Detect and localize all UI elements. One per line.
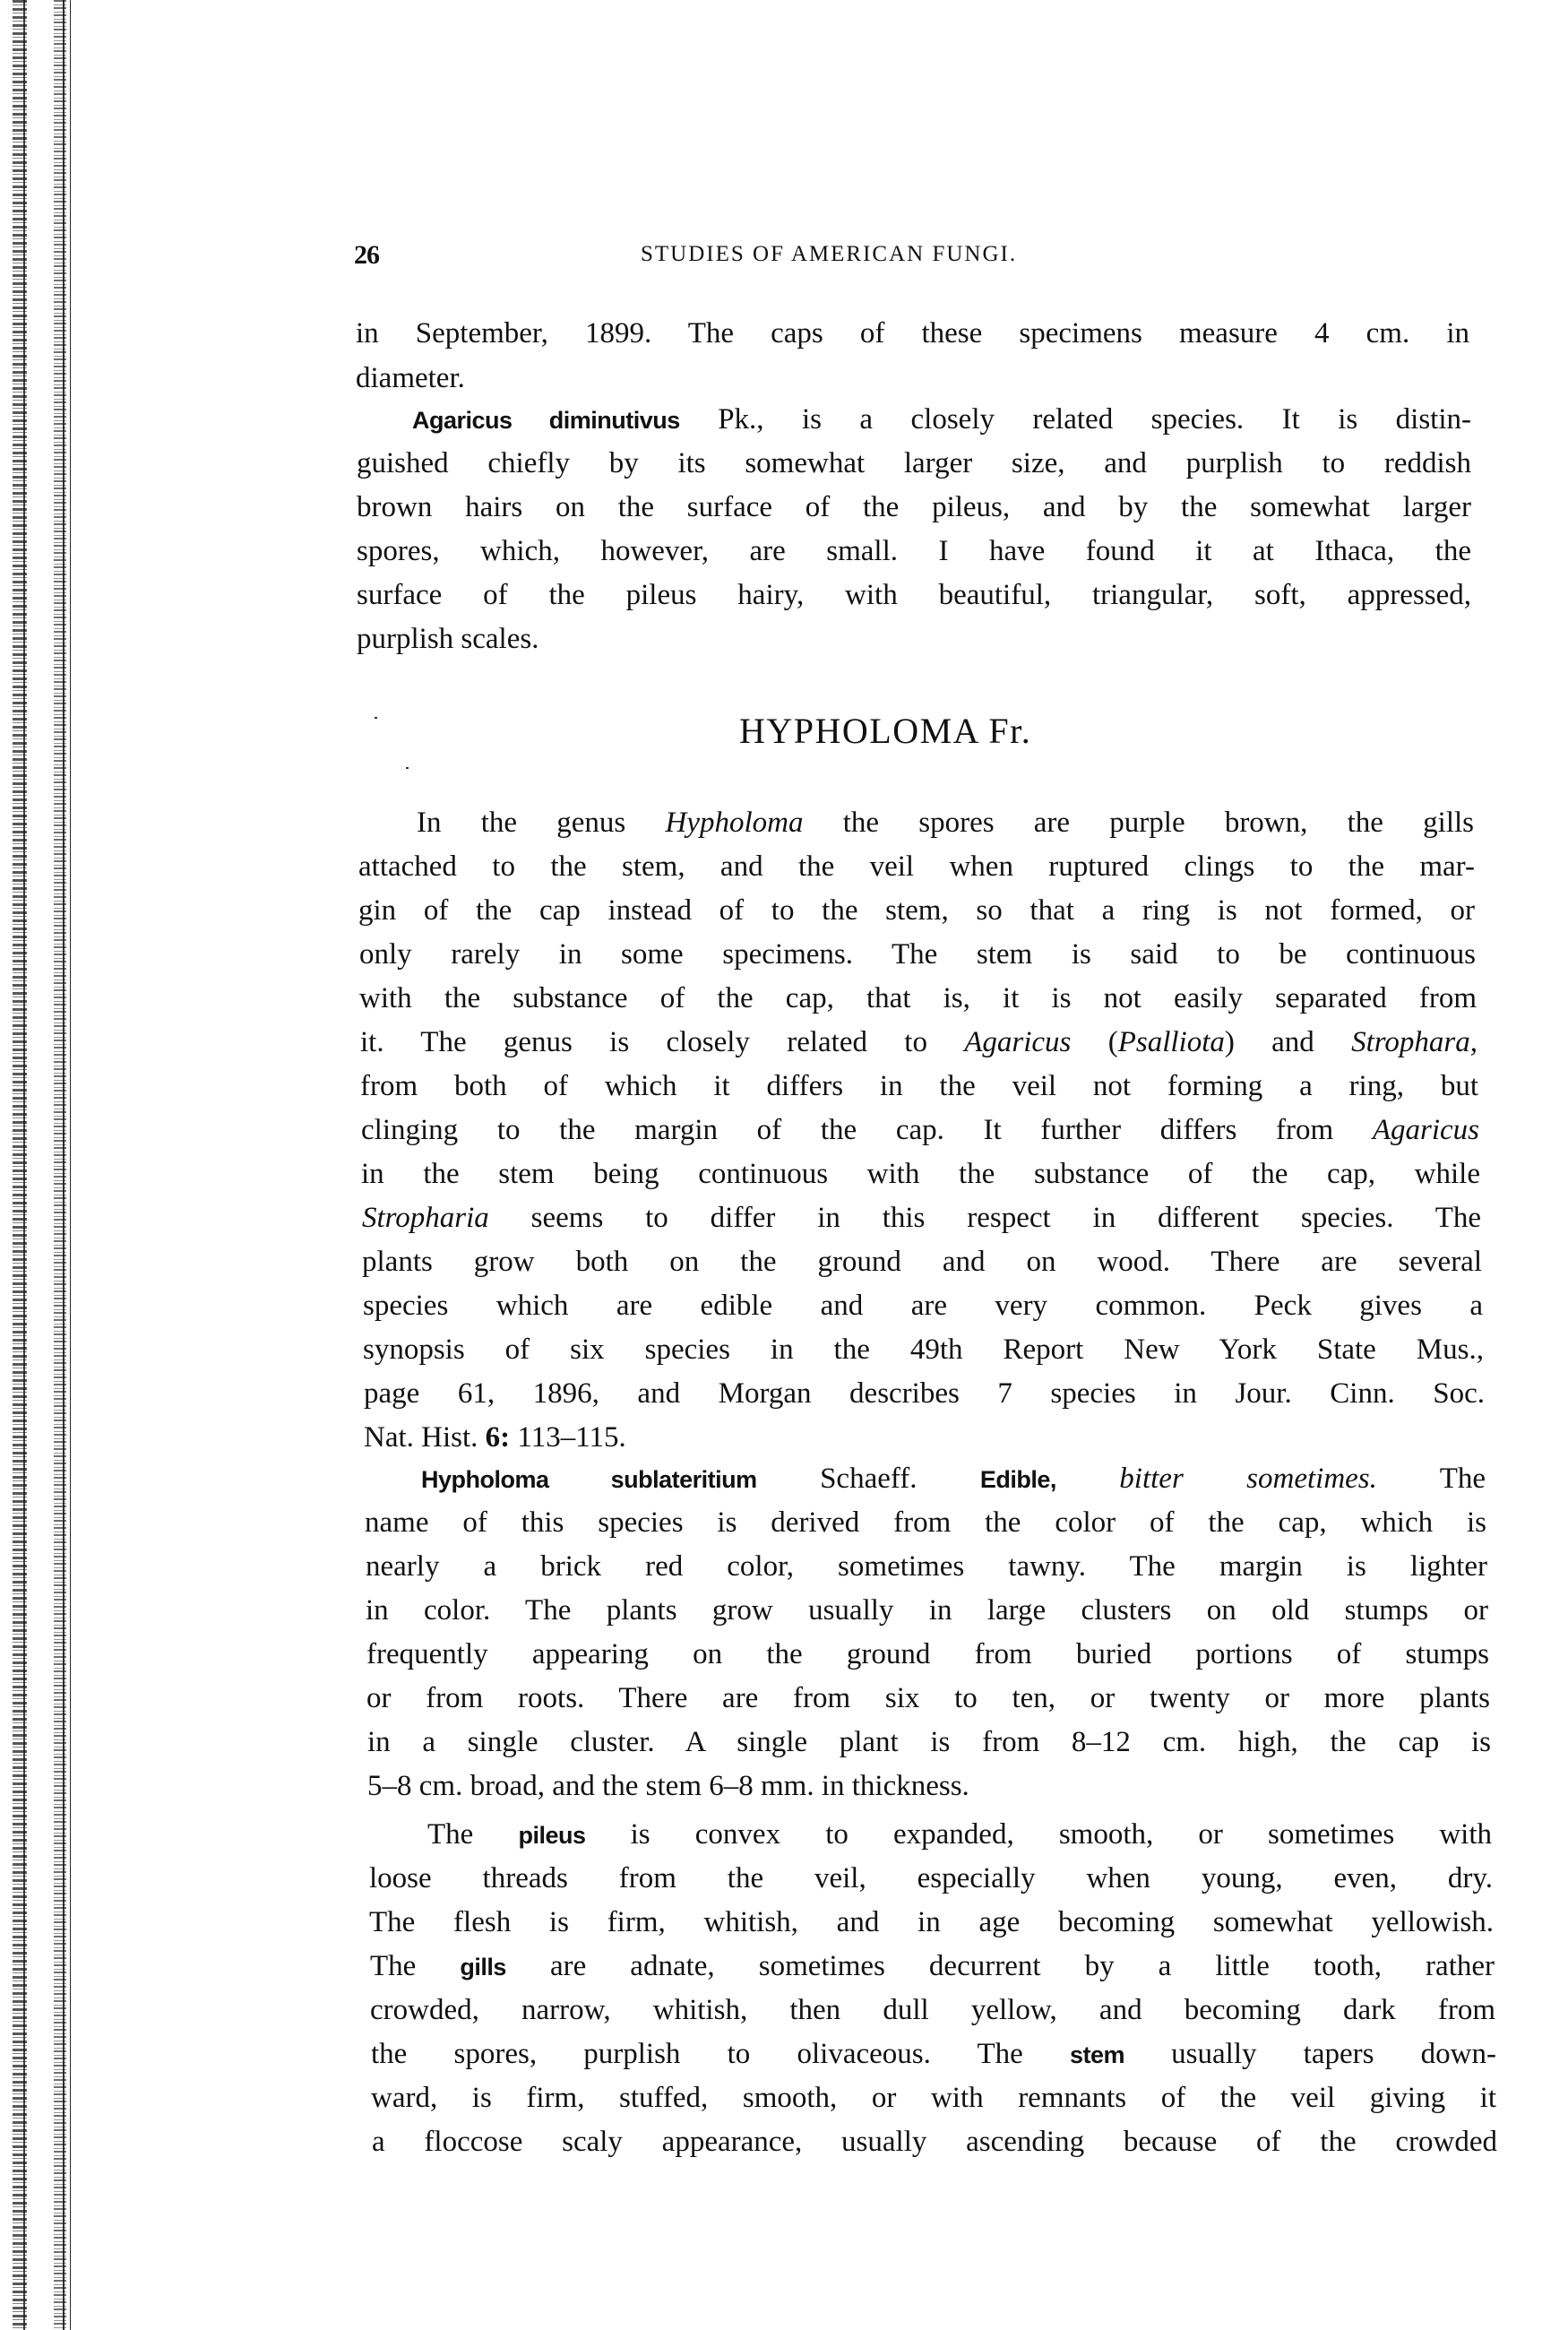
text-line [371, 2036, 1496, 2073]
text-run: spores, which, however, are small. I have found it at Ithaca, the [357, 535, 1471, 567]
text-run: The [427, 1818, 519, 1851]
page-number: 26 [354, 240, 379, 270]
text-run: In the genus [417, 807, 666, 839]
text-run: only rarely in some specimens. The stem is said to be continuous [359, 938, 1476, 971]
bold-term: Hypholoma sublateritium [421, 1466, 757, 1493]
text-line [361, 1112, 1479, 1148]
text-run: The flesh is firm, whitish, and in age becoming somewhat yellowish. [369, 1906, 1494, 1938]
text-line [356, 315, 1469, 351]
text-run: seems to differ in this respect in different species. The [488, 1202, 1481, 1234]
text-run: is convex to expanded, smooth, or sometimes with [585, 1818, 1492, 1851]
text-run: The [1376, 1463, 1486, 1495]
bold-term: 6: [485, 1421, 511, 1454]
text-run: attached to the stem, and the veil when ruptured clings to the mar- [358, 850, 1475, 883]
text-run: species which are edible and are very common. Peck gives a [363, 1290, 1483, 1322]
text-line [364, 1376, 1485, 1411]
text-run: in the stem being continuous with the substance of the cap, while [361, 1158, 1480, 1190]
text-line [360, 1068, 1478, 1104]
text-line [371, 2080, 1496, 2116]
italic-term: Psalliota [1117, 1026, 1225, 1058]
text-run: from both of which it differs in the veil not forming a ring, but [360, 1070, 1478, 1102]
text-run: a floccose scaly appearance, usually ascending because of the crowded [372, 2126, 1497, 2158]
text-run: frequently appearing on the ground from buried portions of stumps [366, 1638, 1489, 1670]
text-run [1056, 1463, 1119, 1495]
text-line [363, 1332, 1484, 1368]
text-run: the spores are purple brown, the gills [803, 807, 1475, 839]
text-run: The [370, 1950, 461, 1982]
scan-speck [406, 767, 409, 769]
text-run: name of this species is derived from the color of the cap, which is [365, 1506, 1486, 1539]
text-line [361, 1156, 1480, 1192]
text-run: clinging to the margin of the cap. It further differs from [361, 1114, 1373, 1146]
text-line [370, 1992, 1495, 2028]
text-run: in a single cluster. A single plant is from 8–12 cm. high, the cap is [367, 1726, 1491, 1758]
text-line [357, 445, 1471, 481]
text-run: page 61, 1896, and Morgan describes 7 species in Jour. Cinn. Soc. [364, 1377, 1485, 1410]
text-run: Pk., is a closely related species. It is distin- [679, 403, 1471, 436]
text-line [365, 1505, 1486, 1540]
text-run: with the substance of the cap, that is, it is not easily separated from [359, 982, 1477, 1014]
section-heading: HYPHOLOMA Fr. [739, 711, 1032, 751]
text-line [367, 1768, 1084, 1804]
text-run: Schaeff. [756, 1463, 980, 1495]
text-run: or from roots. There are from six to ten, or twenty or more plants [366, 1682, 1490, 1714]
text-line [364, 1420, 633, 1455]
italic-term: Agaricus [1372, 1114, 1479, 1146]
text-run: plants grow both on the ground and on wood. There are several [362, 1246, 1482, 1278]
text-run: 113–115. [510, 1421, 626, 1454]
text-run: the spores, purplish to olivaceous. The [371, 2038, 1070, 2070]
text-line [367, 1724, 1491, 1760]
text-run: ) and [1224, 1026, 1352, 1058]
text-line [359, 980, 1477, 1016]
text-line [357, 533, 1471, 569]
bold-term: Agaricus diminutivus [412, 407, 680, 434]
bold-term: gills [460, 1954, 506, 1980]
text-run: diameter. [356, 362, 465, 394]
text-line [366, 1680, 1490, 1716]
italic-term: Stropharia [362, 1202, 489, 1234]
bold-term: stem [1069, 2041, 1124, 2068]
text-run: in September, 1899. The caps of these specimens measure 4 cm. in [356, 317, 1469, 350]
text-run: purplish scales. [357, 623, 539, 655]
text-run: in color. The plants grow usually in large clusters on old stumps or [366, 1594, 1488, 1627]
bold-term: pileus [518, 1822, 586, 1849]
text-run: gin of the cap instead of to the stem, so that a ring is not formed, or [358, 894, 1475, 927]
text-line [369, 1860, 1493, 1896]
text-run: 5–8 cm. broad, and the stem 6–8 mm. in thickness. [367, 1770, 969, 1802]
text-line [366, 1636, 1489, 1672]
text-run: brown hairs on the surface of the pileus, and by the somewhat larger [357, 491, 1471, 523]
text-run: ( [1071, 1026, 1118, 1058]
text-line [357, 489, 1471, 525]
text-line [366, 1592, 1488, 1628]
text-run: synopsis of six species in the 49th Report New York State Mus., [363, 1333, 1484, 1366]
text-line [358, 893, 1475, 928]
text-line [427, 1817, 1492, 1853]
text-line [362, 1200, 1481, 1236]
italic-term: bitter sometimes. [1119, 1463, 1377, 1495]
text-run: nearly a brick red color, sometimes tawny. The margin is lighter [366, 1550, 1487, 1583]
text-run: guished chiefly by its somewhat larger size, and purplish to reddish [357, 447, 1471, 479]
text-line [370, 1948, 1495, 1985]
text-run: ward, is firm, stuffed, smooth, or with remnants of the veil giving it [371, 2082, 1496, 2114]
text-line [417, 805, 1474, 841]
text-line [363, 1288, 1483, 1324]
text-run: loose threads from the veil, especially when young, even, dry. [369, 1862, 1493, 1894]
text-run: it. The genus is closely related to [360, 1026, 965, 1058]
bold-term: Edible, [979, 1466, 1056, 1493]
italic-term: Agaricus [964, 1026, 1072, 1058]
text-run: crowded, narrow, whitish, then dull yellow, and becoming dark from [370, 1994, 1495, 2026]
italic-term: Strophara, [1351, 1026, 1478, 1058]
text-run: surface of the pileus hairy, with beautiful, triangular, soft, appressed, [357, 579, 1471, 611]
text-line [421, 1461, 1486, 1497]
text-line [358, 849, 1475, 885]
text-line [366, 1549, 1487, 1584]
text-run: are adnate, sometimes decurrent by a little tooth, rather [505, 1950, 1495, 1982]
text-run: Nat. Hist. [364, 1421, 486, 1454]
italic-term: Hypholoma [665, 807, 804, 839]
text-line [372, 2124, 1497, 2160]
text-line [357, 577, 1471, 613]
text-line [359, 936, 1476, 972]
text-line [357, 621, 715, 657]
text-line [412, 401, 1471, 438]
text-line [369, 1904, 1494, 1940]
running-title: STUDIES OF AMERICAN FUNGI. [641, 242, 1018, 266]
text-line [362, 1244, 1482, 1280]
scan-speck [375, 717, 377, 719]
running-head [354, 240, 1474, 271]
text-run: usually tapers down- [1124, 2038, 1496, 2070]
text-line [360, 1024, 1478, 1060]
text-line [356, 360, 714, 396]
